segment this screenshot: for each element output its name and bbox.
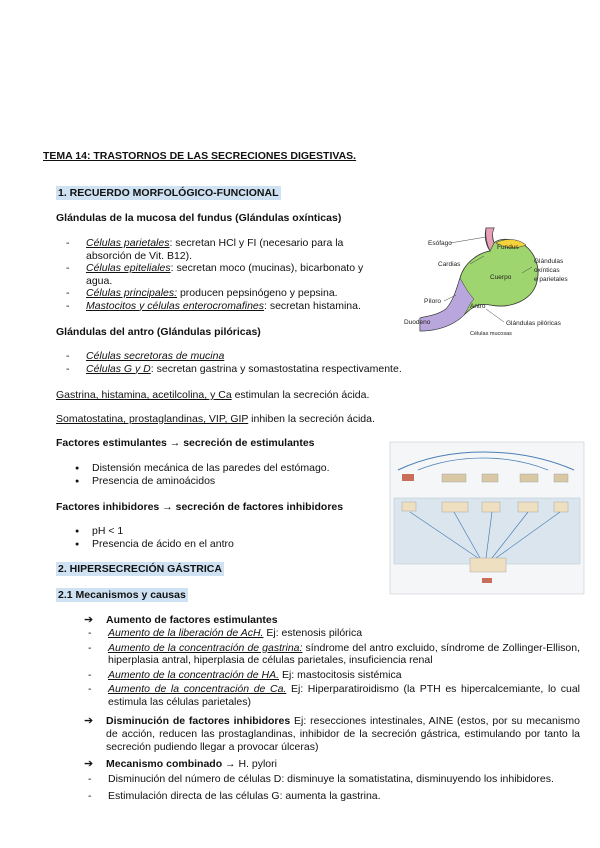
arrow-bullet-icon: ➔ [84,614,94,626]
subsection-2-1-heading: 2.1 Mecanismos y causas [58,589,186,601]
factores-estimulantes-list [92,462,330,487]
combinado-line: Mecanismo combinado → H. pylori [106,758,277,770]
arrow-bullet-icon: ➔ [84,715,94,727]
secretion-pathway-diagram [388,440,586,596]
receptor-block [402,474,414,481]
cell-block [554,502,568,512]
diagram-label: Cardias [438,261,461,268]
list-item: ● pH < 1 [92,525,234,538]
list-item: - Disminución del número de células D: disminuye la somatistatina, disminuyendo los inhibidores. [108,773,580,786]
diagram-label: Glándulas pilóricas [506,320,561,327]
diagram-label: Píloro [424,298,441,305]
leader-line [450,237,486,243]
leader-line [486,309,504,322]
section-1-heading: 1. RECUERDO MORFOLÓGICO-FUNCIONAL [58,187,279,199]
antro-title: Glándulas del antro (Glándulas pilóricas) [56,326,261,338]
inhibitors-line: Somatostatina, prostaglandinas, VIP, GIP inhiben la secreción ácida. [56,413,375,425]
factores-inhibidores-title: Factores inhibidores → secreción de factores inhibidores [56,501,344,513]
factores-inhibidores-list [92,525,234,550]
diagram-label: Fundus [497,244,519,251]
parietal-cell-block [470,558,506,572]
receptor-block [520,474,538,482]
aumento-list [108,627,580,708]
receptor-block [482,578,492,583]
diagram-label: Duodeno [404,319,431,326]
page-title: TEMA 14: TRASTORNOS DE LAS SECRECIONES DIGESTIVAS. [43,150,357,162]
list-item: ● Presencia de aminoácidos [92,475,330,488]
list-item: - Células secretoras de mucina [86,350,446,363]
list-item: ● Presencia de ácido en el antro [92,538,234,551]
diagram-label: Antro [470,303,486,310]
cell-block [518,502,538,512]
list-item: ● Distensión mecánica de las paredes del estómago. [92,462,330,475]
aumento-title: Aumento de factores estimulantes [106,614,278,626]
fundus-list [86,237,386,312]
receptor-block [482,474,498,482]
list-item: - Estimulación directa de las células G: aumenta la gastrina. [108,790,580,803]
cell-block [402,502,416,511]
cell-block [482,502,500,512]
list-item: - Aumento de la concentración de Ca. Ej: Hiperparatiroidismo (la PTH es hipercalcemiante, lo cual estimula las células parietales) [108,683,580,708]
diagram-label: Células mucosas [470,331,512,337]
receptor-block [442,474,466,482]
list-item: - Células principales: producen pepsinógeno y pepsina. [86,287,386,300]
antro-list [86,350,446,375]
section-2-heading: 2. HIPERSECRECIÓN GÁSTRICA [58,563,222,575]
list-item: - Aumento de la concentración de gastrina: síndrome del antro excluido, síndrome de Zollinger-Ellison, hiperplasia antral, hiperplasia de células parietales, insuficiencia renal [108,642,580,667]
list-item: - Aumento de la concentración de HA. Ej: mastocitosis sistémica [108,669,580,682]
diagram-label: Esófago [428,240,452,247]
list-item: - Células G y D: secretan gastrina y somastostatina respectivamente. [86,363,446,376]
diagram-label: Cuerpo [490,274,512,281]
list-item: - Células epiteliales: secretan moco (mucinas), bicarbonato y agua. [86,262,386,287]
stimulants-line: Gastrina, histamina, acetilcolina, y Ca estimulan la secreción ácida. [56,389,370,401]
arrow-bullet-icon: ➔ [84,758,94,770]
list-item: - Células parietales: secretan HCl y FI (necesario para la absorción de Vit. B12). [86,237,386,262]
factores-estimulantes-title: Factores estimulantes → secreción de estimulantes [56,437,315,449]
fundus-title: Glándulas de la mucosa del fundus (Glándulas oxínticas) [56,212,342,224]
disminucion-paragraph: Disminución de factores inhibidores Ej: resecciones intestinales, AINE (estos, por su mecanismo de acción, reducen las prostaglandinas, inhibidor de la secreción gástrica, estimulando por tanto la secreción pudiendo llegar a provocar úlceras) [106,715,580,753]
diagram-label: e parietales [534,276,568,283]
receptor-block [554,474,568,482]
combinado-list [108,773,580,802]
cell-block [442,502,468,512]
stomach-diagram [398,223,576,343]
diagram-label: Glándulas [534,258,564,265]
list-item: - Aumento de la liberación de AcH. Ej: estenosis pilórica [108,627,580,640]
list-item: - Mastocitos y células enterocromafines: secretan histamina. [86,300,386,313]
diagram-label: oxínticas [534,267,560,274]
